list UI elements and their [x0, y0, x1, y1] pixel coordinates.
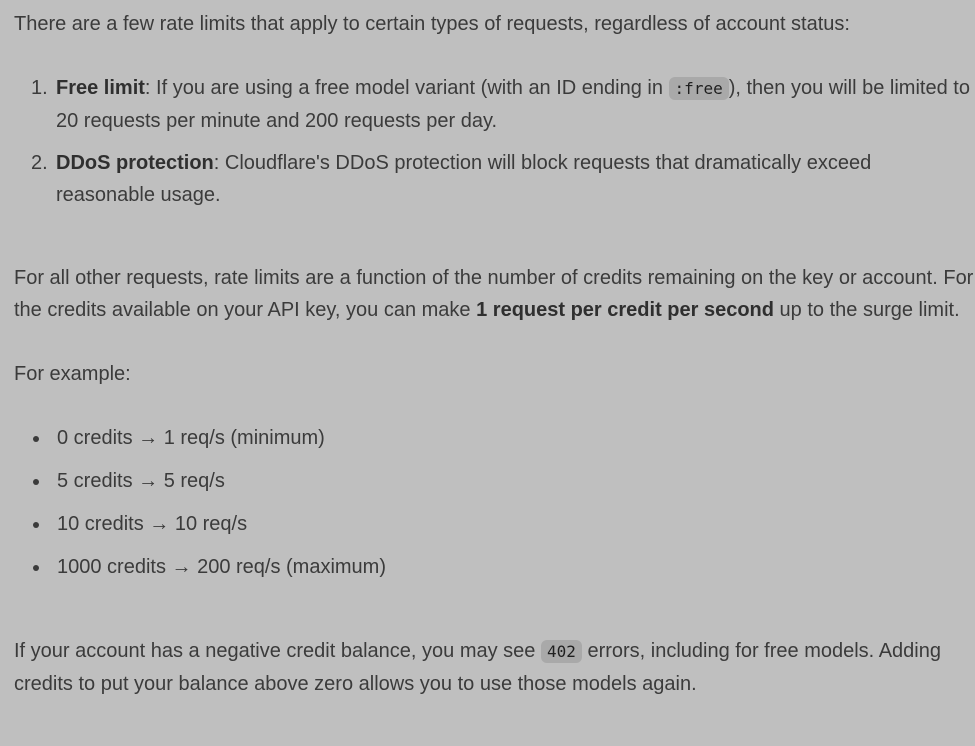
- list-item: [14, 551, 975, 583]
- examples-list: [14, 422, 975, 583]
- free-limit-text-before: : If you are using a free model variant (with an ID ending in: [144, 77, 669, 99]
- error-code: 402: [541, 640, 582, 663]
- negative-balance-text-before: If your account has a negative credit balance, you may see: [14, 640, 541, 662]
- example-text: 5 credits → 5 req/s: [57, 470, 225, 492]
- bullet-icon: [33, 436, 39, 442]
- list-item-free-limit: [14, 72, 975, 137]
- example-text: 1000 credits → 200 req/s (maximum): [57, 556, 387, 578]
- list-item-ddos-protection: [14, 147, 975, 211]
- list-number: 1.: [31, 77, 48, 99]
- list-item: [14, 422, 975, 454]
- free-limit-term: Free limit: [56, 77, 145, 99]
- free-limit-text-after: ), then you will be limited to 20 requests per minute and 200 requests per day.: [56, 77, 970, 132]
- ddos-protection-term: DDoS protection: [56, 152, 214, 174]
- other-requests-text-before: For all other requests, rate limits are a function of the number of credits remaining on the key or account. For the credits available on your API key, you can make: [14, 267, 974, 321]
- rate-emphasis: 1 request per credit per second: [476, 299, 774, 321]
- bullet-icon: [33, 479, 39, 485]
- ddos-protection-text: : Cloudflare's DDoS protection will block requests that dramatically exceed reasonable usage.: [56, 152, 872, 206]
- rate-limits-list: [14, 72, 975, 211]
- example-text: 10 credits → 10 req/s: [57, 513, 248, 535]
- negative-balance-text-after: errors, including for free models. Adding credits to put your balance above zero allows you to use those models again.: [14, 640, 941, 695]
- list-number: 2.: [31, 152, 48, 174]
- free-suffix-code: :free: [669, 77, 729, 100]
- bullet-icon: [33, 522, 39, 528]
- other-requests-paragraph: [14, 262, 975, 326]
- list-item: [14, 465, 975, 497]
- rate-limits-document: [14, 8, 975, 700]
- example-label: For example:: [14, 363, 131, 385]
- negative-balance-paragraph: [14, 635, 975, 700]
- other-requests-text-after: up to the surge limit.: [774, 299, 960, 321]
- bullet-icon: [33, 565, 39, 571]
- list-item: [14, 508, 975, 540]
- intro-paragraph: There are a few rate limits that apply to certain types of requests, regardless of account status:: [14, 13, 850, 35]
- example-text: 0 credits → 1 req/s (minimum): [57, 427, 325, 449]
